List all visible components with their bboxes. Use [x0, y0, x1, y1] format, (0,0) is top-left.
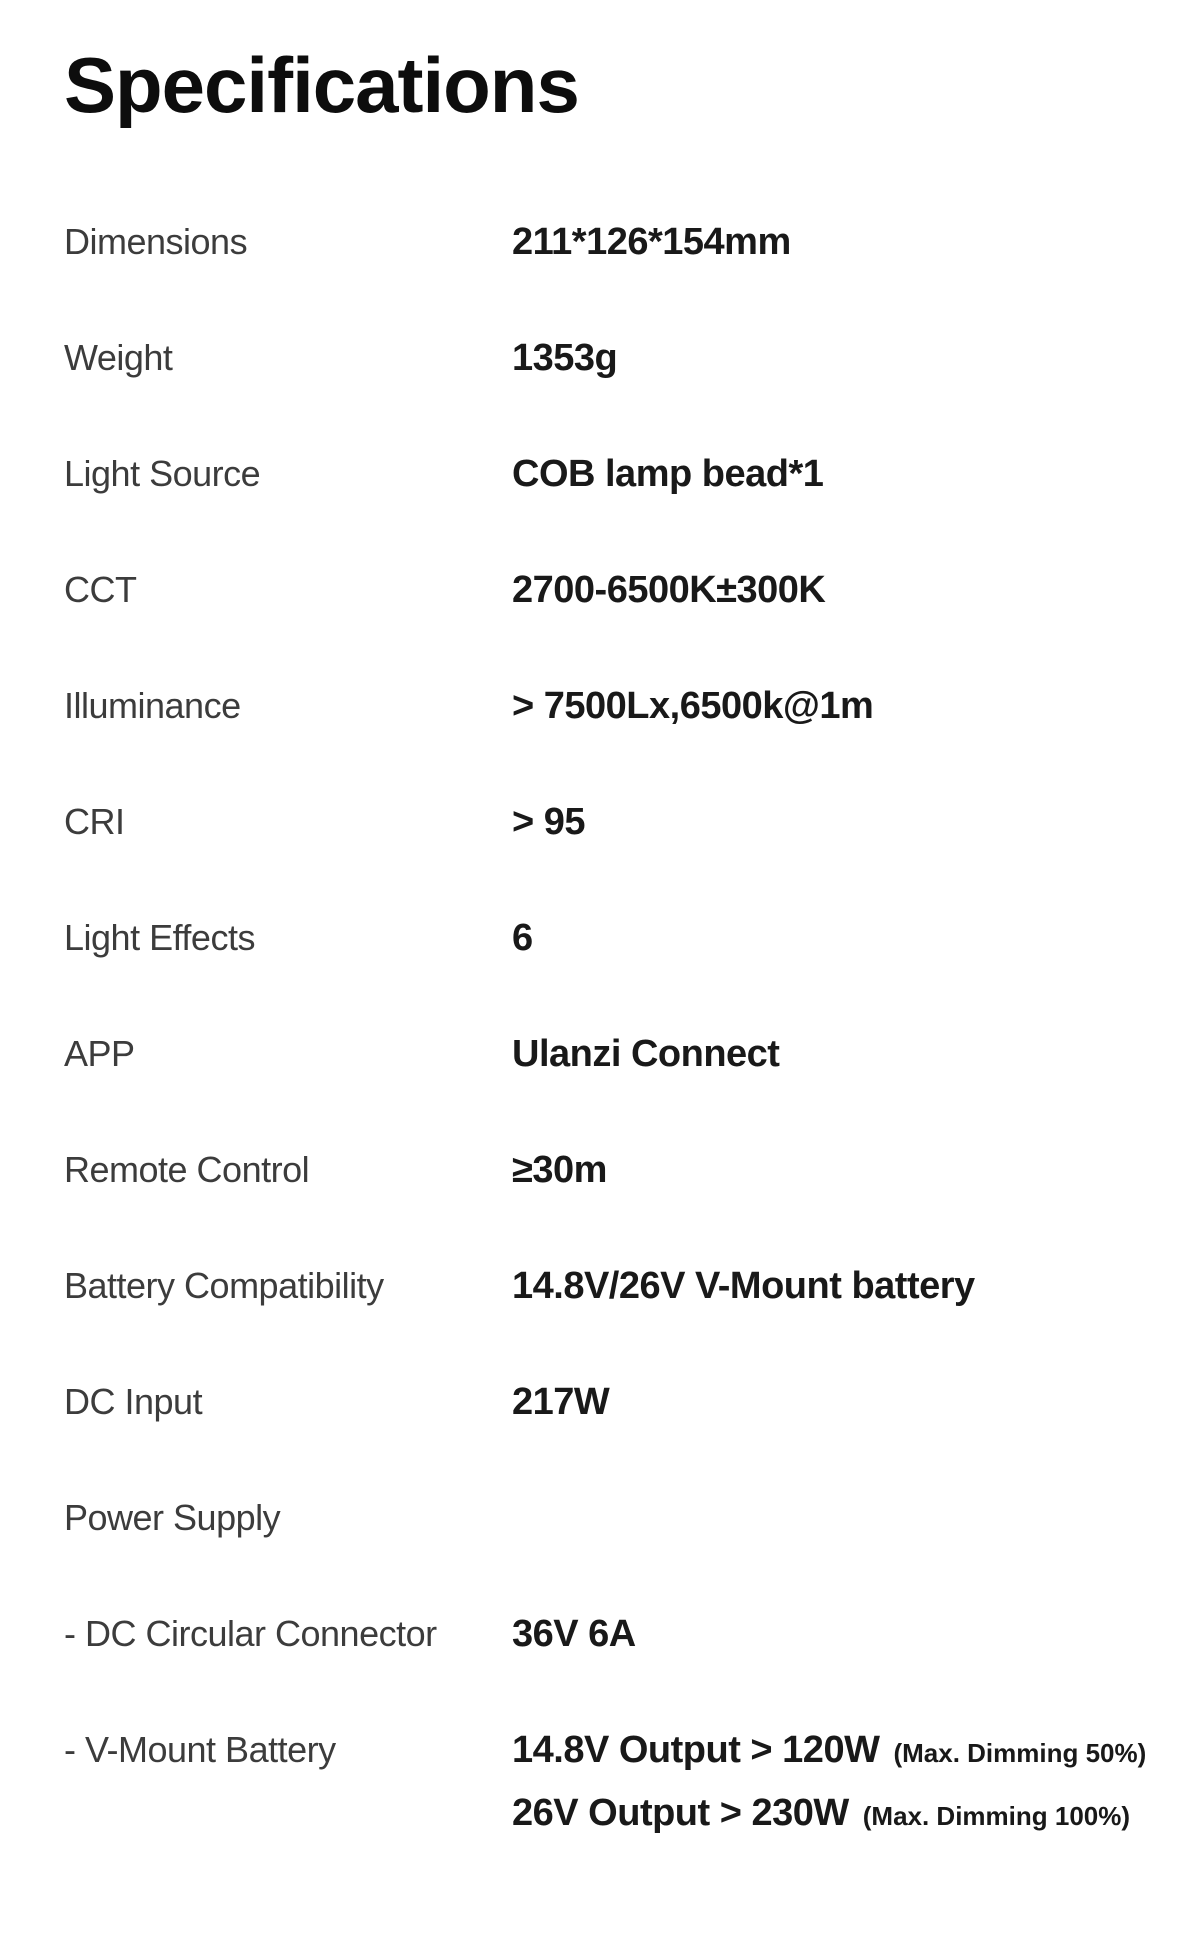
spec-table [64, 220, 1160, 1838]
spec-value: COB lamp bead*1 [512, 453, 824, 495]
spec-value: 6 [512, 917, 533, 959]
spec-label: Power Supply [64, 1497, 281, 1538]
spec-value: ≥30m [512, 1149, 607, 1191]
spec-value: 1353g [512, 337, 618, 379]
spec-value-line [512, 1728, 1146, 1775]
spec-value: 2700-6500K±300K [512, 569, 826, 611]
spec-row-weight [64, 336, 1160, 380]
spec-label: Weight [64, 337, 173, 378]
spec-label: APP [64, 1033, 135, 1074]
spec-label: - V-Mount Battery [64, 1729, 336, 1770]
spec-label: Dimensions [64, 221, 248, 262]
spec-label: Light Effects [64, 917, 255, 958]
spec-value [512, 1728, 1146, 1838]
spec-row-dc-input [64, 1380, 1160, 1424]
spec-label: CCT [64, 569, 137, 610]
spec-row-battery-compatibility [64, 1264, 1160, 1308]
spec-value: Ulanzi Connect [512, 1033, 780, 1075]
spec-value-note: (Max. Dimming 50%) [893, 1738, 1147, 1768]
spec-value: 217W [512, 1381, 610, 1423]
spec-row-cri [64, 800, 1160, 844]
spec-label: Battery Compatibility [64, 1265, 384, 1306]
spec-label: Illuminance [64, 685, 241, 726]
spec-row-app [64, 1032, 1160, 1076]
spec-value: 36V 6A [512, 1613, 636, 1655]
spec-row-power-supply [64, 1496, 1160, 1540]
spec-value: 14.8V/26V V-Mount battery [512, 1265, 975, 1307]
spec-row-light-effects [64, 916, 1160, 960]
spec-row-remote-control [64, 1148, 1160, 1192]
spec-value-line [512, 1791, 1146, 1838]
spec-value: > 95 [512, 801, 586, 843]
spec-row-light-source [64, 452, 1160, 496]
spec-label: CRI [64, 801, 125, 842]
spec-label: - DC Circular Connector [64, 1613, 437, 1654]
spec-row-dc-circular-connector [64, 1612, 1160, 1656]
spec-value-note: (Max. Dimming 100%) [862, 1801, 1131, 1831]
spec-value: > 7500Lx,6500k@1m [512, 685, 874, 727]
spec-label: DC Input [64, 1381, 203, 1422]
spec-label: Remote Control [64, 1149, 310, 1190]
spec-value-main: 26V Output > 230W [512, 1792, 849, 1834]
spec-row-dimensions [64, 220, 1160, 264]
spec-row-illuminance [64, 684, 1160, 728]
spec-value-main: 14.8V Output > 120W [512, 1729, 880, 1771]
spec-row-v-mount-battery [64, 1728, 1160, 1838]
spec-row-cct [64, 568, 1160, 612]
spec-value: 211*126*154mm [512, 221, 791, 263]
spec-label: Light Source [64, 453, 261, 494]
page-title: Specifications [64, 41, 579, 129]
